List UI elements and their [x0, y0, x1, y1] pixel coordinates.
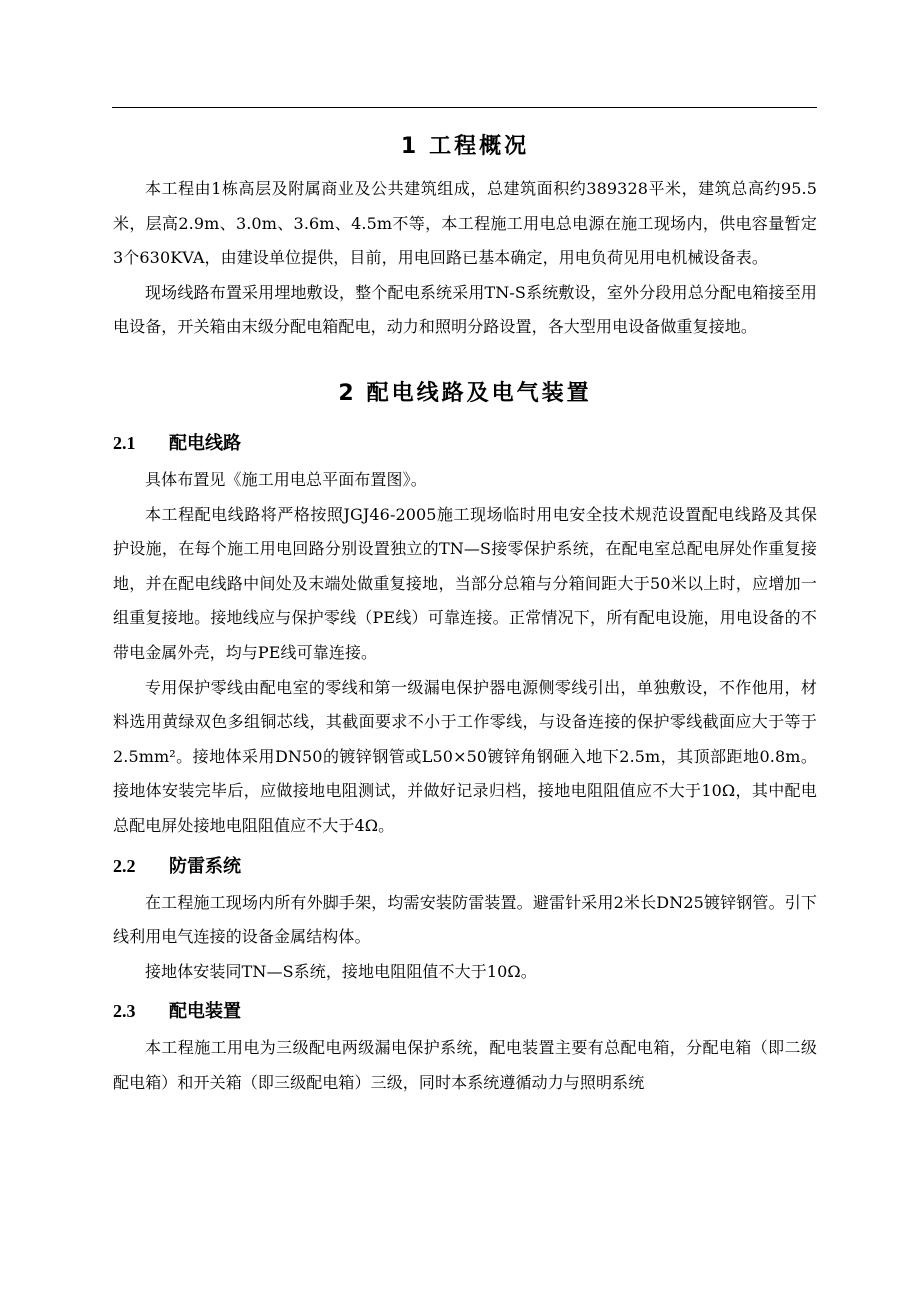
section-title: 配电线路: [169, 432, 241, 454]
section-number: 2.2: [113, 855, 136, 876]
section-2-2-heading: [113, 846, 817, 886]
chapter-number: 2: [338, 380, 357, 406]
section-2-3-heading: [113, 991, 817, 1031]
paragraph: 现场线路布置采用埋地敷设，整个配电系统采用TN-S系统敷设，室外分段用总分配电箱接至用电设备，开关箱由末级分配电箱配电，动力和照明分路设置，各大型用电设备做重复接地。: [113, 282, 817, 337]
chapter-number: 1: [400, 134, 420, 159]
section-2-1-heading: [113, 423, 817, 463]
section-number: 2.3: [113, 1001, 136, 1022]
section-title: 配电装置: [169, 1001, 241, 1023]
section-title: 防雷系统: [169, 855, 241, 877]
paragraph: 本工程配电线路将严格按照JGJ46-2005施工现场临时用电安全技术规范设置配电线路及其保护设施，在每个施工用电回路分别设置独立的TN—S接零保护系统，在配电室总配电屏处作重复接地，并在配电线路中间处及末端处做重复接地，当部分总箱与分箱间距大于50米以上时，应增加一组重复接地。接地线应与保护零线（PE线）可靠连接。正常情况下，所有配电设施，用电设备的不带电金属外壳，均与PE线可靠连接。: [113, 504, 817, 662]
chapter-2-title: [113, 369, 817, 419]
chapter-1-title: [113, 122, 817, 172]
paragraph: 专用保护零线由配电室的零线和第一级漏电保护器电源侧零线引出，单独敷设，不作他用，材料选用黄绿双色多组铜芯线，其截面要求不小于工作零线，与设备连接的保护零线截面应大于等于2.5mm²。接地体采用DN50的镀锌钢管或L50×50镀锌角钢砸入地下2.5m，其顶部距地0.8m。接地体安装完毕后，应做接地电阻测试，并做好记录归档，接地电阻阻值应不大于10Ω，其中配电总配电屏处接地电阻阻值应不大于4Ω。: [113, 677, 817, 835]
document-body: [113, 122, 817, 1100]
paragraph: 在工程施工现场内所有外脚手架，均需安装防雷装置。避雷针采用2米长DN25镀锌钢管。引下线利用电气连接的设备金属结构体。: [113, 892, 817, 947]
chapter-title-text: 工程概况: [429, 134, 530, 159]
chapter-title-text: 配电线路及电气装置: [366, 380, 592, 406]
paragraph: 具体布置见《施工用电总平面布置图》。: [145, 469, 427, 489]
section-number: 2.1: [113, 432, 136, 453]
paragraph: 接地体安装同TN—S系统，接地电阻阻值不大于10Ω。: [145, 961, 537, 981]
header-rule: [112, 107, 817, 108]
paragraph: 本工程由1栋高层及附属商业及公共建筑组成，总建筑面积约389328平米，建筑总高约95.5米，层高2.9m、3.0m、3.6m、4.5m不等，本工程施工用电总电源在施工现场内，供电容量暂定3个630KVA，由建设单位提供，目前，用电回路已基本确定，用电负荷见用电机械设备表。: [113, 179, 817, 268]
paragraph: 本工程施工用电为三级配电两级漏电保护系统，配电装置主要有总配电箱，分配电箱（即二级配电箱）和开关箱（即三级配电箱）三级，同时本系统遵循动力与照明系统: [113, 1038, 817, 1092]
